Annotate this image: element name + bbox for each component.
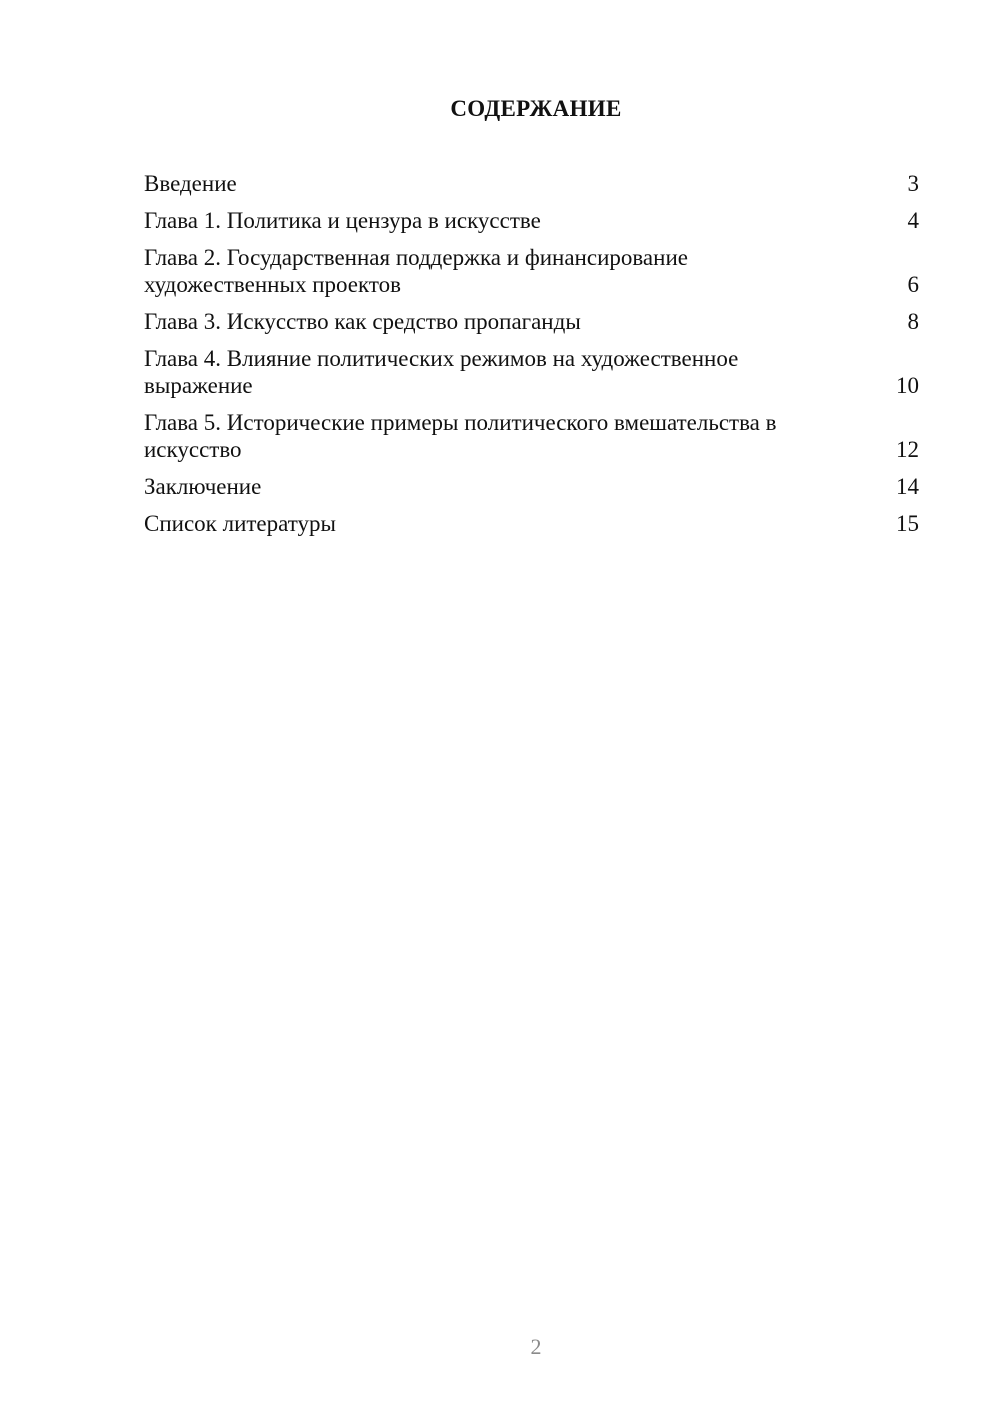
toc-entry	[144, 510, 919, 537]
toc-entry	[144, 473, 919, 500]
toc-entry-page: 12	[896, 437, 919, 462]
toc-entry-title: Глава 3. Искусство как средство пропаганды	[144, 309, 581, 334]
toc-entry-title: Глава 4. Влияние политических режимов на художественное выражение	[144, 346, 739, 398]
toc-entry-page: 6	[907, 272, 919, 297]
toc-entry-page: 15	[896, 511, 919, 536]
toc-entry	[144, 244, 919, 298]
toc-entry-title: Список литературы	[144, 511, 336, 536]
toc-entry-page: 8	[907, 309, 919, 334]
table-of-contents	[144, 170, 919, 547]
toc-entry-title: Глава 2. Государственная поддержка и финансирование художественных проектов	[144, 245, 688, 297]
toc-entry	[144, 207, 919, 234]
toc-entry	[144, 170, 919, 197]
toc-entry-title: Глава 1. Политика и цензура в искусстве	[144, 208, 541, 233]
toc-entry-title: Введение	[144, 171, 237, 196]
page-number: 2	[530, 1334, 542, 1359]
toc-entry-title: Глава 5. Исторические примеры политического вмешательства в искусство	[144, 410, 777, 462]
toc-entry-title: Заключение	[144, 474, 262, 499]
toc-entry-page: 4	[907, 208, 919, 233]
toc-entry-page: 3	[907, 171, 919, 196]
toc-entry	[144, 308, 919, 335]
toc-entry	[144, 409, 919, 463]
toc-entry-page: 10	[896, 373, 919, 398]
toc-entry	[144, 345, 919, 399]
toc-entry-page: 14	[896, 474, 919, 499]
page-title: СОДЕРЖАНИЕ	[450, 96, 622, 121]
